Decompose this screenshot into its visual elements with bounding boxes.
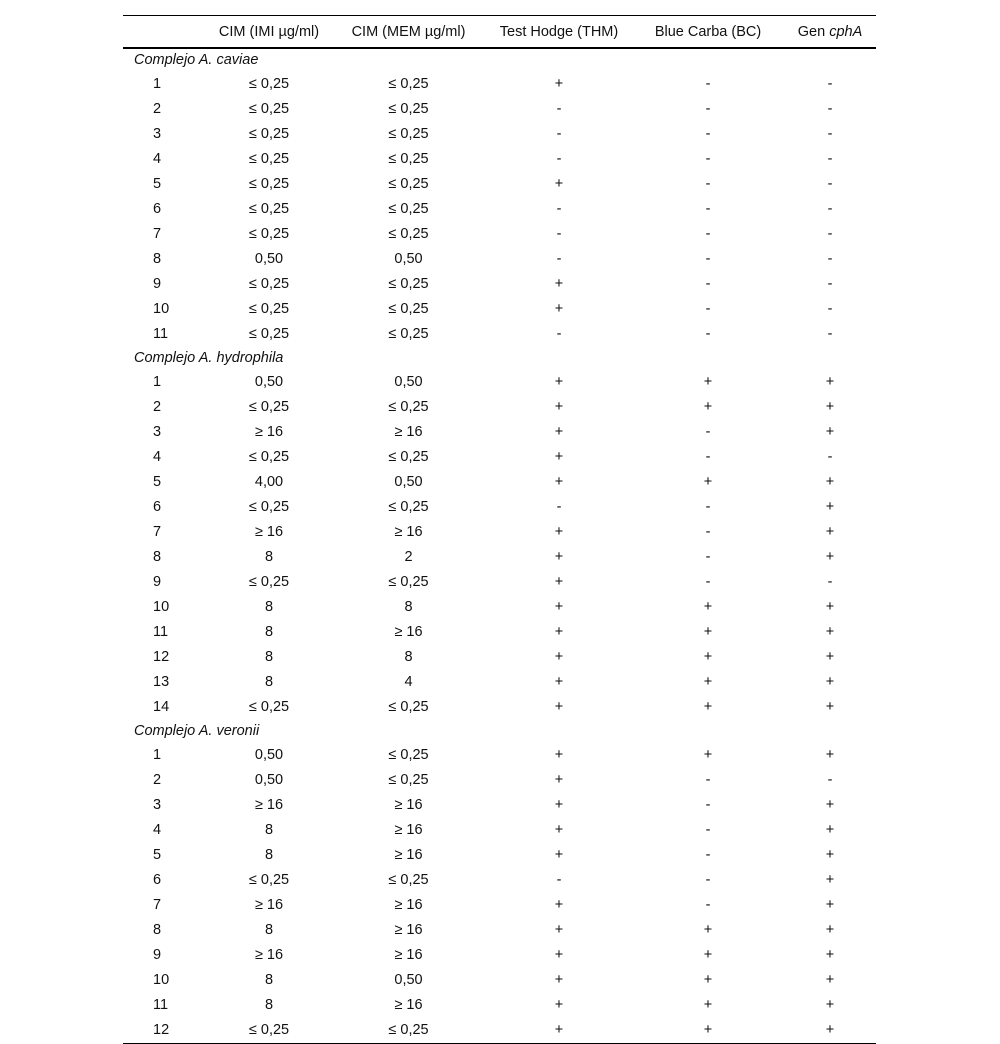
table-row: [123, 272, 876, 297]
bc-result: -: [705, 897, 711, 913]
thm-result: -: [556, 499, 562, 515]
cim-mem-value: 0,50: [394, 251, 423, 267]
cpha-result: +: [825, 599, 835, 615]
bc-result: -: [705, 797, 711, 813]
cpha-result: +: [825, 997, 835, 1013]
thm-result: +: [554, 847, 564, 863]
thm-result: +: [554, 922, 564, 938]
cim-mem-value: ≥ 16: [394, 424, 423, 440]
cpha-result: +: [825, 424, 835, 440]
cpha-result: +: [825, 1022, 835, 1038]
cpha-result: +: [825, 699, 835, 715]
isolate-number: 5: [153, 474, 162, 490]
cim-imi-value: ≤ 0,25: [248, 201, 290, 217]
thm-result: +: [554, 301, 564, 317]
cpha-result: -: [827, 574, 833, 590]
thm-result: -: [556, 251, 562, 267]
cim-mem-value: ≤ 0,25: [388, 101, 429, 117]
table-row: [123, 793, 876, 818]
cpha-result: -: [827, 326, 833, 342]
table-row: [123, 868, 876, 893]
cim-mem-value: ≥ 16: [394, 524, 423, 540]
thm-result: +: [554, 76, 564, 92]
cpha-result: -: [827, 201, 833, 217]
header-isolate: [123, 16, 207, 49]
cim-imi-value: 4,00: [254, 474, 284, 490]
cpha-result: -: [827, 101, 833, 117]
cim-imi-value: ≤ 0,25: [248, 1022, 290, 1038]
header-gen-name: cphA: [829, 23, 863, 40]
thm-result: +: [554, 822, 564, 838]
bc-result: -: [705, 176, 711, 192]
table-row: [123, 147, 876, 172]
isolate-number: 7: [153, 897, 162, 913]
cim-mem-value: 8: [404, 649, 413, 665]
bc-result: +: [703, 699, 713, 715]
thm-result: +: [554, 474, 564, 490]
isolate-number: 3: [153, 424, 162, 440]
cim-imi-value: ≥ 16: [254, 897, 284, 913]
bc-result: -: [705, 151, 711, 167]
header-blue-carba: Blue Carba (BC): [654, 23, 762, 40]
thm-result: -: [556, 226, 562, 242]
bc-result: -: [705, 772, 711, 788]
isolate-number: 14: [153, 699, 170, 715]
thm-result: +: [554, 424, 564, 440]
bc-result: +: [703, 1022, 713, 1038]
isolate-number: 9: [153, 574, 162, 590]
bc-result: +: [703, 624, 713, 640]
results-table: [123, 15, 876, 1044]
isolate-number: 5: [153, 176, 162, 192]
isolate-number: 8: [153, 922, 162, 938]
cim-imi-value: ≤ 0,25: [248, 399, 290, 415]
group-label: Complejo A. hydrophila: [134, 350, 284, 366]
cim-mem-value: 4: [404, 674, 413, 690]
cpha-result: +: [825, 399, 835, 415]
thm-result: -: [556, 101, 562, 117]
cpha-result: -: [827, 151, 833, 167]
table-row: [123, 993, 876, 1018]
table-row: [123, 670, 876, 695]
table-row: [123, 197, 876, 222]
table-row: [123, 918, 876, 943]
cim-imi-value: ≤ 0,25: [248, 176, 290, 192]
table-row: [123, 322, 876, 347]
isolate-number: 2: [153, 101, 162, 117]
bc-result: -: [705, 301, 711, 317]
cpha-result: -: [827, 772, 833, 788]
cim-mem-value: ≤ 0,25: [388, 399, 429, 415]
table-row: [123, 893, 876, 918]
table-row: [123, 247, 876, 272]
thm-result: +: [554, 599, 564, 615]
bc-result: -: [705, 76, 711, 92]
table-row: [123, 122, 876, 147]
bc-result: -: [705, 524, 711, 540]
thm-result: +: [554, 649, 564, 665]
cim-imi-value: ≤ 0,25: [248, 872, 290, 888]
isolate-number: 2: [153, 399, 162, 415]
cim-mem-value: ≤ 0,25: [388, 76, 429, 92]
cim-imi-value: ≥ 16: [254, 424, 284, 440]
isolate-number: 8: [153, 251, 162, 267]
cim-imi-value: ≤ 0,25: [248, 101, 290, 117]
isolate-number: 7: [153, 226, 162, 242]
cim-imi-value: 8: [264, 649, 274, 665]
table-row: [123, 72, 876, 97]
thm-result: +: [554, 399, 564, 415]
bc-result: -: [705, 226, 711, 242]
cim-mem-value: ≤ 0,25: [388, 176, 429, 192]
bc-result: -: [705, 549, 711, 565]
cim-mem-value: ≤ 0,25: [388, 872, 429, 888]
cim-imi-value: ≤ 0,25: [248, 226, 290, 242]
cpha-result: +: [825, 524, 835, 540]
table-row: [123, 520, 876, 545]
cpha-result: +: [825, 922, 835, 938]
cpha-result: +: [825, 897, 835, 913]
bc-result: +: [703, 374, 713, 390]
bc-result: -: [705, 201, 711, 217]
bc-result: -: [705, 251, 711, 267]
cpha-result: +: [825, 499, 835, 515]
table-row: [123, 172, 876, 197]
isolate-number: 6: [153, 201, 162, 217]
thm-result: -: [556, 872, 562, 888]
thm-result: -: [556, 126, 562, 142]
table-row: [123, 495, 876, 520]
cim-mem-value: ≤ 0,25: [388, 276, 429, 292]
group-header-row: [123, 347, 876, 370]
thm-result: +: [554, 1022, 564, 1038]
header-row: [123, 16, 876, 49]
cim-mem-value: ≤ 0,25: [388, 226, 429, 242]
isolate-number: 11: [153, 997, 169, 1013]
cim-imi-value: ≤ 0,25: [248, 449, 290, 465]
cpha-result: +: [825, 847, 835, 863]
thm-result: +: [554, 897, 564, 913]
cpha-result: +: [825, 549, 835, 565]
cpha-result: -: [827, 251, 833, 267]
cim-imi-value: ≥ 16: [254, 797, 284, 813]
isolate-number: 4: [153, 151, 162, 167]
thm-result: +: [554, 947, 564, 963]
table-row: [123, 1018, 876, 1044]
cim-imi-value: ≤ 0,25: [248, 574, 290, 590]
header-gen-cpha: [784, 16, 876, 49]
bc-result: -: [705, 847, 711, 863]
table-row: [123, 297, 876, 322]
cim-imi-value: 8: [264, 599, 274, 615]
cim-mem-value: ≤ 0,25: [388, 201, 429, 217]
table-row: [123, 370, 876, 395]
table-row: [123, 843, 876, 868]
thm-result: +: [554, 449, 564, 465]
header-gen-prefix: Gen: [797, 23, 830, 40]
table-header: [123, 16, 876, 49]
cim-imi-value: 0,50: [254, 747, 284, 763]
cim-mem-value: ≤ 0,25: [388, 747, 429, 763]
table-row: [123, 695, 876, 720]
isolate-number: 10: [153, 599, 170, 615]
isolate-number: 5: [153, 847, 162, 863]
cim-mem-value: 0,50: [394, 474, 423, 490]
cim-imi-value: 8: [264, 997, 274, 1013]
cim-imi-value: ≤ 0,25: [248, 499, 290, 515]
bc-result: +: [703, 674, 713, 690]
header-cim-imi: CIM (IMI µg/ml): [218, 23, 320, 40]
thm-result: +: [554, 176, 564, 192]
cpha-result: +: [825, 972, 835, 988]
bc-result: +: [703, 649, 713, 665]
cim-mem-value: ≥ 16: [394, 922, 423, 938]
cim-mem-value: ≤ 0,25: [388, 151, 429, 167]
cpha-result: +: [825, 822, 835, 838]
cpha-result: +: [825, 374, 835, 390]
isolate-number: 10: [153, 972, 170, 988]
cim-imi-value: 8: [264, 922, 274, 938]
thm-result: +: [554, 747, 564, 763]
cim-imi-value: 0,50: [254, 772, 284, 788]
cim-imi-value: ≤ 0,25: [248, 301, 290, 317]
header-test-hodge: Test Hodge (THM): [499, 23, 619, 40]
thm-result: +: [554, 997, 564, 1013]
isolate-number: 12: [153, 649, 170, 665]
cim-imi-value: ≥ 16: [254, 524, 284, 540]
bc-result: +: [703, 399, 713, 415]
thm-result: -: [556, 151, 562, 167]
cpha-result: +: [825, 474, 835, 490]
table-row: [123, 420, 876, 445]
cim-mem-value: ≥ 16: [394, 897, 423, 913]
isolate-number: 4: [153, 822, 162, 838]
table-row: [123, 545, 876, 570]
thm-result: +: [554, 699, 564, 715]
table-row: [123, 768, 876, 793]
cim-imi-value: ≤ 0,25: [248, 151, 290, 167]
table-row: [123, 445, 876, 470]
table-row: [123, 222, 876, 247]
table-row: [123, 570, 876, 595]
table-row: [123, 395, 876, 420]
cim-mem-value: ≤ 0,25: [388, 301, 429, 317]
cpha-result: -: [827, 176, 833, 192]
cim-mem-value: ≥ 16: [394, 797, 423, 813]
cim-mem-value: ≤ 0,25: [388, 126, 429, 142]
thm-result: +: [554, 549, 564, 565]
thm-result: +: [554, 524, 564, 540]
bc-result: -: [705, 449, 711, 465]
isolate-number: 6: [153, 499, 162, 515]
cim-mem-value: 2: [404, 549, 413, 565]
group-header-row: [123, 48, 876, 72]
table-row: [123, 595, 876, 620]
isolate-number: 9: [153, 947, 162, 963]
cpha-result: +: [825, 624, 835, 640]
thm-result: +: [554, 574, 564, 590]
thm-result: +: [554, 797, 564, 813]
thm-result: +: [554, 374, 564, 390]
thm-result: +: [554, 624, 564, 640]
cpha-result: -: [827, 301, 833, 317]
thm-result: +: [554, 674, 564, 690]
isolate-number: 8: [153, 549, 162, 565]
isolate-number: 3: [153, 126, 162, 142]
cpha-result: -: [827, 126, 833, 142]
bc-result: +: [703, 599, 713, 615]
cim-imi-value: 0,50: [254, 374, 284, 390]
bc-result: -: [705, 872, 711, 888]
isolate-number: 9: [153, 276, 162, 292]
isolate-number: 12: [153, 1022, 170, 1038]
bc-result: -: [705, 574, 711, 590]
bc-result: -: [705, 276, 711, 292]
thm-result: +: [554, 972, 564, 988]
cim-imi-value: ≤ 0,25: [248, 326, 290, 342]
table-row: [123, 818, 876, 843]
isolate-number: 13: [153, 674, 170, 690]
cim-mem-value: ≥ 16: [394, 997, 423, 1013]
cim-imi-value: 8: [264, 822, 274, 838]
bc-result: -: [705, 424, 711, 440]
bc-result: -: [705, 499, 711, 515]
cim-imi-value: 0,50: [254, 251, 284, 267]
cpha-result: +: [825, 747, 835, 763]
cpha-result: +: [825, 947, 835, 963]
bc-result: +: [703, 972, 713, 988]
bc-result: +: [703, 997, 713, 1013]
group-label: Complejo A. veronii: [134, 723, 260, 739]
cim-mem-value: 8: [404, 599, 413, 615]
isolate-number: 4: [153, 449, 162, 465]
header-cim-mem: CIM (MEM µg/ml): [351, 23, 466, 40]
cim-imi-value: 8: [264, 624, 274, 640]
cim-mem-value: ≤ 0,25: [388, 772, 429, 788]
table-body: [123, 48, 876, 1044]
cim-mem-value: ≥ 16: [394, 624, 423, 640]
cim-imi-value: 8: [264, 674, 274, 690]
cim-mem-value: ≥ 16: [394, 822, 423, 838]
table-row: [123, 97, 876, 122]
cim-mem-value: ≤ 0,25: [388, 499, 429, 515]
cim-mem-value: 0,50: [394, 972, 423, 988]
isolate-number: 1: [153, 747, 162, 763]
thm-result: -: [556, 326, 562, 342]
thm-result: +: [554, 276, 564, 292]
bc-result: -: [705, 126, 711, 142]
cim-imi-value: ≤ 0,25: [248, 276, 290, 292]
isolate-number: 1: [153, 76, 162, 92]
group-label: Complejo A. caviae: [134, 52, 259, 68]
isolate-number: 11: [153, 326, 169, 342]
cpha-result: -: [827, 276, 833, 292]
isolate-number: 3: [153, 797, 162, 813]
bc-result: -: [705, 101, 711, 117]
table-row: [123, 620, 876, 645]
isolate-number: 1: [153, 374, 162, 390]
cim-mem-value: 0,50: [394, 374, 423, 390]
cim-imi-value: 8: [264, 972, 274, 988]
cim-imi-value: ≤ 0,25: [248, 699, 290, 715]
cim-mem-value: ≤ 0,25: [388, 1022, 429, 1038]
thm-result: +: [554, 772, 564, 788]
cpha-result: -: [827, 76, 833, 92]
thm-result: -: [556, 201, 562, 217]
isolate-number: 10: [153, 301, 170, 317]
table-row: [123, 470, 876, 495]
cim-mem-value: ≥ 16: [394, 847, 423, 863]
cim-mem-value: ≤ 0,25: [388, 574, 429, 590]
isolate-number: 6: [153, 872, 162, 888]
cpha-result: +: [825, 872, 835, 888]
table-row: [123, 645, 876, 670]
table-row: [123, 943, 876, 968]
bc-result: -: [705, 822, 711, 838]
isolate-number: 7: [153, 524, 162, 540]
cim-imi-value: 8: [264, 847, 274, 863]
results-table-container: [123, 15, 876, 1044]
cim-mem-value: ≤ 0,25: [388, 449, 429, 465]
cim-mem-value: ≥ 16: [394, 947, 423, 963]
bc-result: +: [703, 747, 713, 763]
bc-result: -: [705, 326, 711, 342]
table-row: [123, 743, 876, 768]
table-row: [123, 968, 876, 993]
cpha-result: +: [825, 649, 835, 665]
bc-result: +: [703, 922, 713, 938]
cpha-result: -: [827, 449, 833, 465]
cpha-result: +: [825, 674, 835, 690]
cim-imi-value: 8: [264, 549, 274, 565]
bc-result: +: [703, 474, 713, 490]
cim-mem-value: ≤ 0,25: [388, 699, 429, 715]
cim-mem-value: ≤ 0,25: [388, 326, 429, 342]
isolate-number: 2: [153, 772, 162, 788]
cim-imi-value: ≥ 16: [254, 947, 284, 963]
cpha-result: -: [827, 226, 833, 242]
isolate-number: 11: [153, 624, 169, 640]
group-header-row: [123, 720, 876, 743]
bc-result: +: [703, 947, 713, 963]
cpha-result: +: [825, 797, 835, 813]
cim-imi-value: ≤ 0,25: [248, 126, 290, 142]
cim-imi-value: ≤ 0,25: [248, 76, 290, 92]
